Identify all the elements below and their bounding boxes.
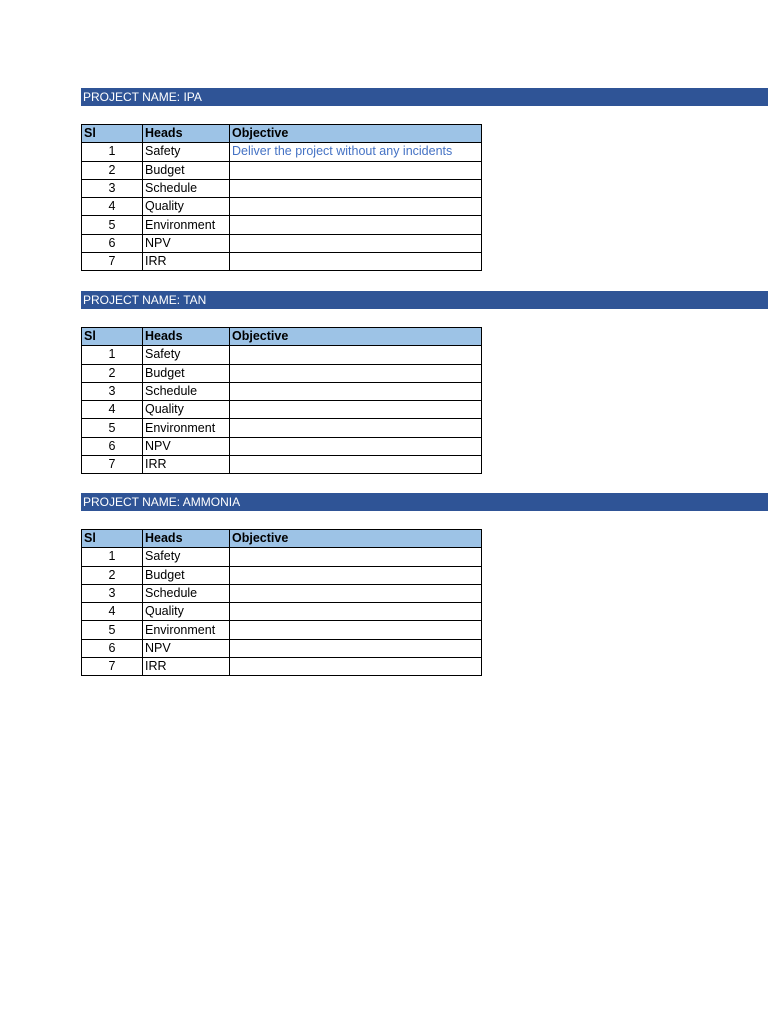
cell-sl[interactable]: 3: [82, 584, 143, 602]
cell-objective[interactable]: [230, 456, 482, 474]
header-sl: Sl: [82, 530, 143, 548]
cell-objective[interactable]: Deliver the project without any incidents: [230, 143, 482, 161]
cell-head[interactable]: Budget: [143, 161, 230, 179]
objectives-table: [81, 327, 482, 474]
cell-sl[interactable]: 2: [82, 161, 143, 179]
project-title-banner: PROJECT NAME: AMMONIA: [81, 493, 768, 511]
cell-sl[interactable]: 2: [82, 364, 143, 382]
cell-objective[interactable]: [230, 419, 482, 437]
cell-objective[interactable]: [230, 639, 482, 657]
cell-sl[interactable]: 1: [82, 548, 143, 566]
cell-sl[interactable]: 7: [82, 456, 143, 474]
project-section-ammonia: [81, 493, 768, 674]
cell-head[interactable]: Quality: [143, 603, 230, 621]
table-row: [82, 639, 482, 657]
table-header-row: [82, 328, 482, 346]
table-row: [82, 143, 482, 161]
cell-head[interactable]: IRR: [143, 456, 230, 474]
header-sl: Sl: [82, 125, 143, 143]
cell-sl[interactable]: 4: [82, 401, 143, 419]
cell-objective[interactable]: [230, 566, 482, 584]
cell-objective[interactable]: [230, 658, 482, 676]
cell-sl[interactable]: 6: [82, 234, 143, 252]
table-row: [82, 419, 482, 437]
header-heads: Heads: [143, 125, 230, 143]
cell-sl[interactable]: 7: [82, 658, 143, 676]
table-row: [82, 216, 482, 234]
table-row: [82, 566, 482, 584]
table-row: [82, 161, 482, 179]
cell-objective[interactable]: [230, 216, 482, 234]
cell-head[interactable]: Budget: [143, 364, 230, 382]
table-row: [82, 603, 482, 621]
cell-head[interactable]: Safety: [143, 143, 230, 161]
cell-head[interactable]: NPV: [143, 639, 230, 657]
cell-objective[interactable]: [230, 603, 482, 621]
cell-sl[interactable]: 5: [82, 419, 143, 437]
header-objective: Objective: [230, 328, 482, 346]
cell-objective[interactable]: [230, 234, 482, 252]
cell-head[interactable]: IRR: [143, 658, 230, 676]
table-row: [82, 584, 482, 602]
project-title-banner: PROJECT NAME: TAN: [81, 291, 768, 309]
cell-head[interactable]: Safety: [143, 346, 230, 364]
cell-sl[interactable]: 5: [82, 621, 143, 639]
table-header-row: [82, 125, 482, 143]
table-row: [82, 179, 482, 197]
cell-sl[interactable]: 7: [82, 253, 143, 271]
project-section-tan: [81, 291, 768, 472]
cell-objective[interactable]: [230, 364, 482, 382]
cell-sl[interactable]: 1: [82, 143, 143, 161]
cell-objective[interactable]: [230, 401, 482, 419]
project-section-ipa: [81, 88, 768, 269]
cell-objective[interactable]: [230, 548, 482, 566]
cell-sl[interactable]: 6: [82, 437, 143, 455]
table-row: [82, 253, 482, 271]
table-row: [82, 234, 482, 252]
header-heads: Heads: [143, 530, 230, 548]
table-row: [82, 621, 482, 639]
cell-objective[interactable]: [230, 346, 482, 364]
header-sl: Sl: [82, 328, 143, 346]
cell-sl[interactable]: 6: [82, 639, 143, 657]
header-heads: Heads: [143, 328, 230, 346]
cell-head[interactable]: Budget: [143, 566, 230, 584]
table-row: [82, 658, 482, 676]
cell-objective[interactable]: [230, 253, 482, 271]
table-header-row: [82, 530, 482, 548]
cell-objective[interactable]: [230, 179, 482, 197]
cell-head[interactable]: Environment: [143, 621, 230, 639]
table-row: [82, 382, 482, 400]
cell-sl[interactable]: 3: [82, 179, 143, 197]
cell-sl[interactable]: 1: [82, 346, 143, 364]
cell-head[interactable]: Quality: [143, 401, 230, 419]
header-objective: Objective: [230, 530, 482, 548]
cell-sl[interactable]: 3: [82, 382, 143, 400]
cell-objective[interactable]: [230, 198, 482, 216]
cell-sl[interactable]: 4: [82, 603, 143, 621]
cell-head[interactable]: Schedule: [143, 179, 230, 197]
cell-sl[interactable]: 5: [82, 216, 143, 234]
cell-head[interactable]: Environment: [143, 419, 230, 437]
table-row: [82, 548, 482, 566]
table-row: [82, 437, 482, 455]
table-row: [82, 401, 482, 419]
header-objective: Objective: [230, 125, 482, 143]
table-row: [82, 198, 482, 216]
cell-sl[interactable]: 2: [82, 566, 143, 584]
project-title-banner: PROJECT NAME: IPA: [81, 88, 768, 106]
table-row: [82, 346, 482, 364]
objectives-table: [81, 124, 482, 271]
cell-objective[interactable]: [230, 437, 482, 455]
cell-sl[interactable]: 4: [82, 198, 143, 216]
cell-head[interactable]: Safety: [143, 548, 230, 566]
cell-head[interactable]: NPV: [143, 437, 230, 455]
table-row: [82, 456, 482, 474]
table-row: [82, 364, 482, 382]
cell-head[interactable]: Environment: [143, 216, 230, 234]
cell-head[interactable]: IRR: [143, 253, 230, 271]
cell-objective[interactable]: [230, 584, 482, 602]
cell-objective[interactable]: [230, 621, 482, 639]
cell-head[interactable]: Schedule: [143, 584, 230, 602]
cell-head[interactable]: NPV: [143, 234, 230, 252]
cell-head[interactable]: Schedule: [143, 382, 230, 400]
cell-head[interactable]: Quality: [143, 198, 230, 216]
objectives-table: [81, 529, 482, 676]
cell-objective[interactable]: [230, 382, 482, 400]
cell-objective[interactable]: [230, 161, 482, 179]
